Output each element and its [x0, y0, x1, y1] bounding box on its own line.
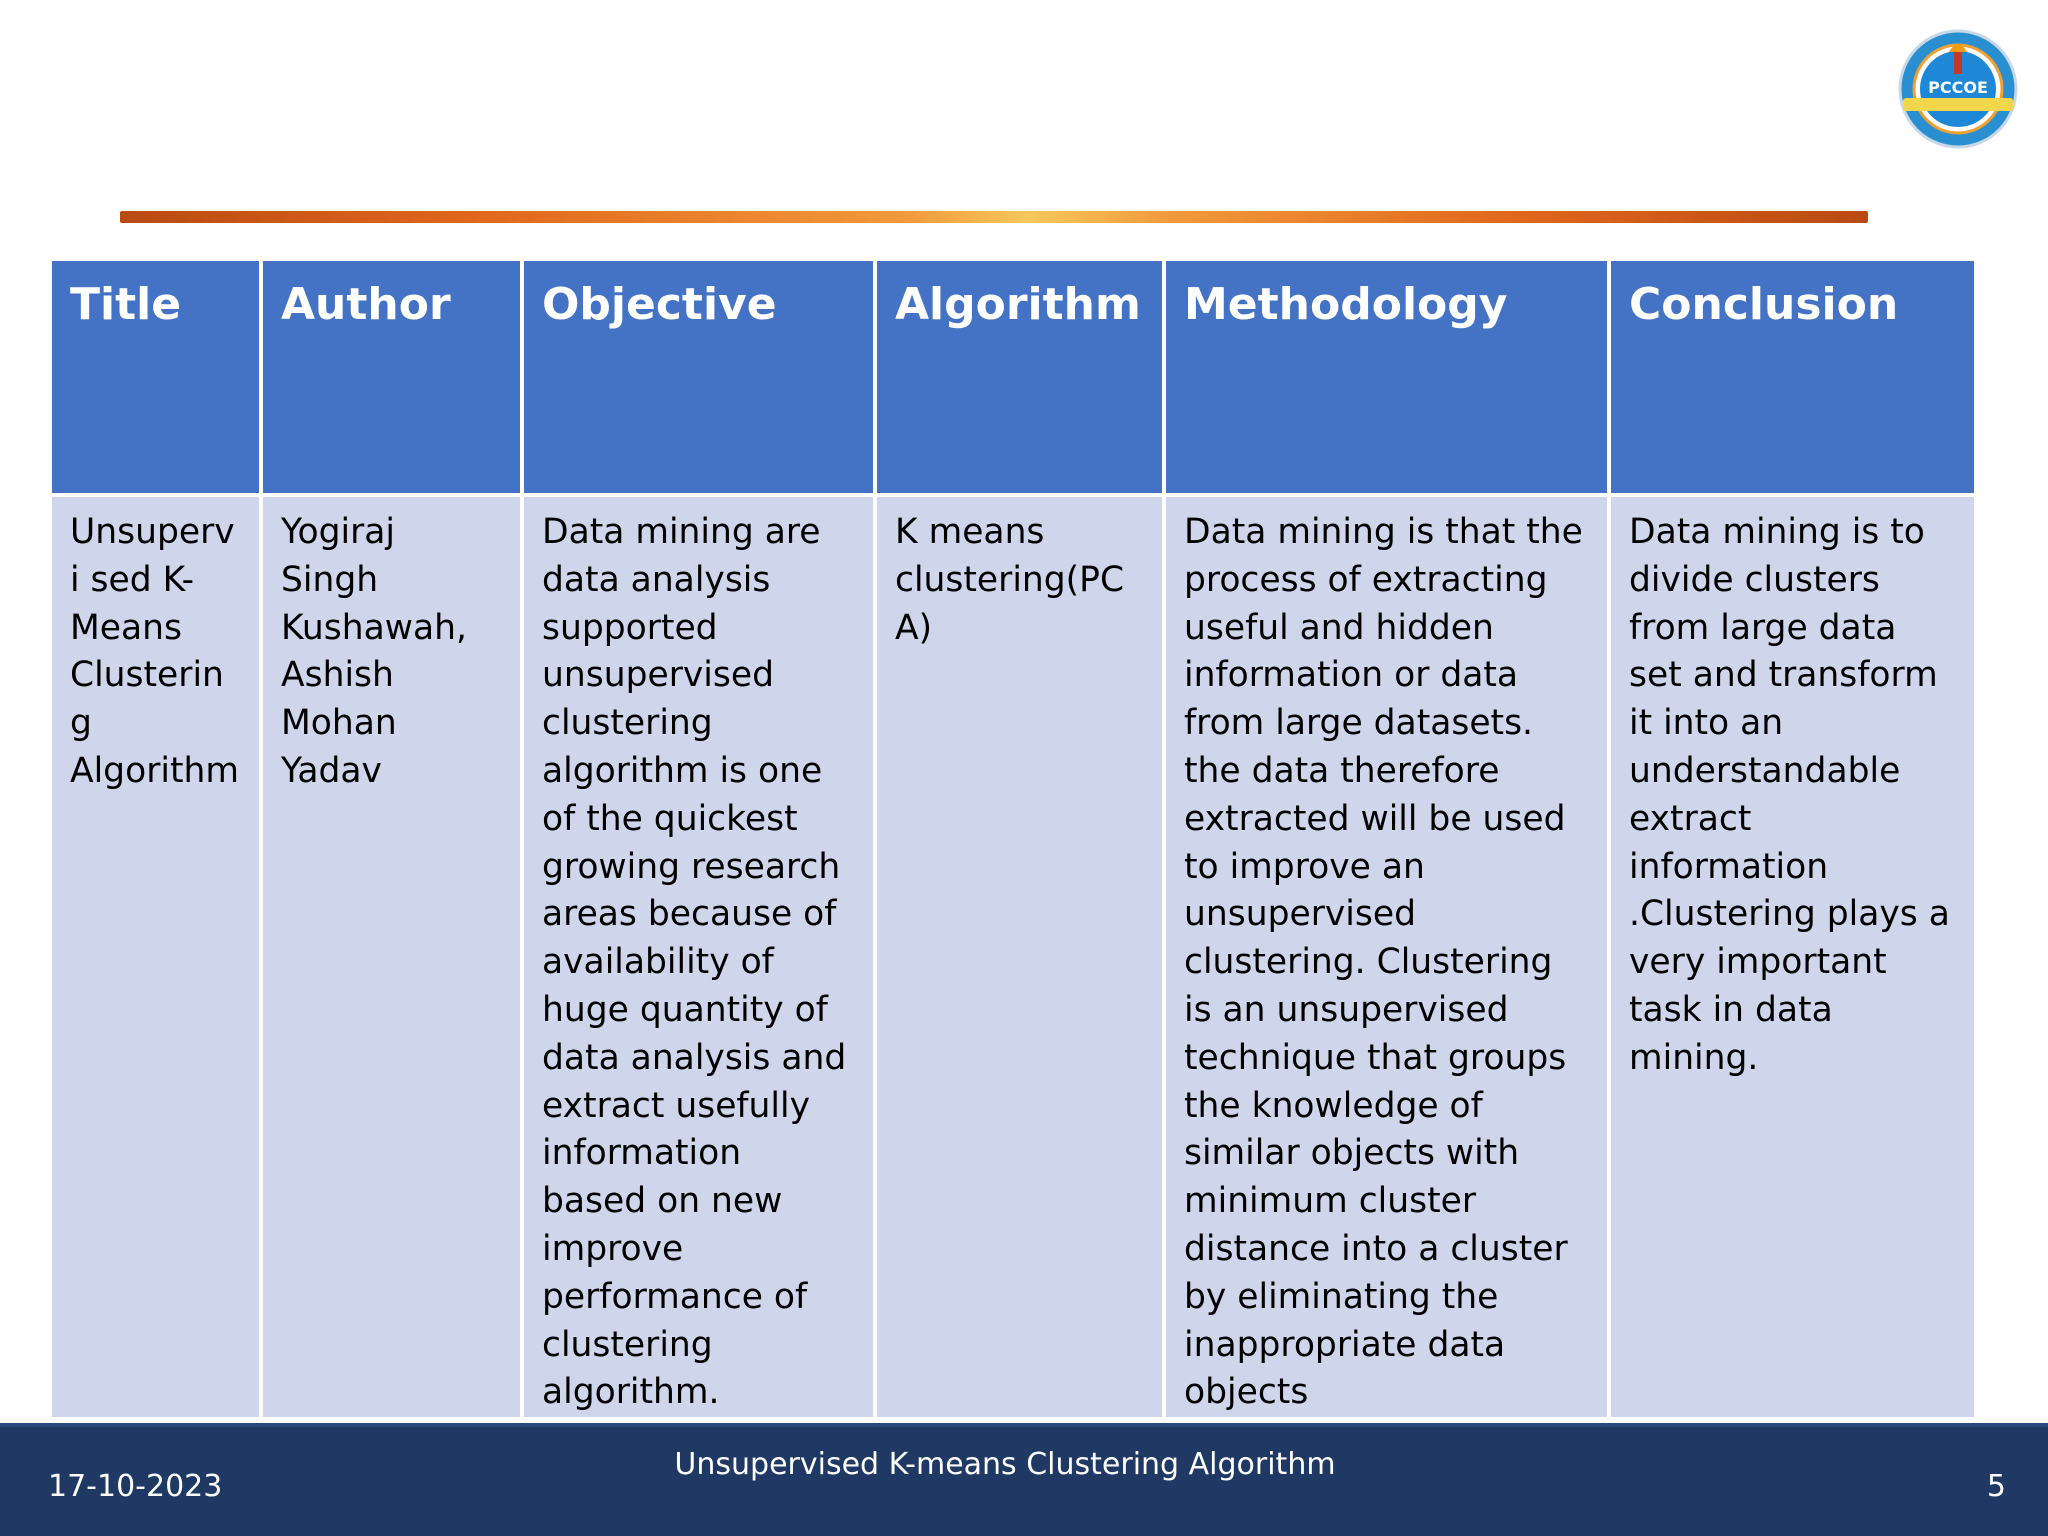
literature-review-table: [48, 257, 1978, 1421]
cell-algorithm: K means clustering(PCA): [877, 497, 1162, 1417]
header-algorithm: Algorithm: [877, 261, 1162, 493]
header-conclusion: Conclusion: [1611, 261, 1974, 493]
pccoe-logo: [1893, 28, 2023, 150]
cell-objective: Data mining are data analysis supported unsupervised clustering algorithm is one of the quickest growing research areas because of availability of huge quantity of data analysis and extract usefully information based on new improve performance of clustering algorithm.: [524, 497, 873, 1417]
footer-date: 17-10-2023: [48, 1469, 223, 1504]
header-methodology: Methodology: [1166, 261, 1607, 493]
cell-author: Yogiraj Singh Kushawah, Ashish Mohan Yadav: [263, 497, 520, 1417]
footer-bar: [0, 1423, 2048, 1536]
cell-methodology: Data mining is that the process of extracting useful and hidden information or data from large datasets. the data therefore extracted will be used to improve an unsupervised clustering. Clustering is an unsupervised technique that groups the knowledge of similar objects with minimum cluster distance into a cluster by eliminating the inappropriate data objects: [1166, 497, 1607, 1417]
page-number: 5: [1986, 1469, 2006, 1504]
header-title: Title: [52, 261, 259, 493]
table-header-row: [52, 261, 1974, 493]
footer-title: Unsupervised K-means Clustering Algorithm: [674, 1447, 1336, 1482]
logo-text: PCCOE: [1928, 78, 1988, 97]
cell-conclusion: Data mining is to divide clusters from large data set and transform it into an understandable extract information .Clustering plays a very important task in data mining.: [1611, 497, 1974, 1417]
title-divider: [120, 211, 1868, 223]
cell-title: Unsupervi sed K-Means Clustering Algorithm: [52, 497, 259, 1417]
header-author: Author: [263, 261, 520, 493]
table-row: [52, 497, 1974, 1417]
header-objective: Objective: [524, 261, 873, 493]
pccoe-college-seal-icon: [1893, 28, 2023, 150]
